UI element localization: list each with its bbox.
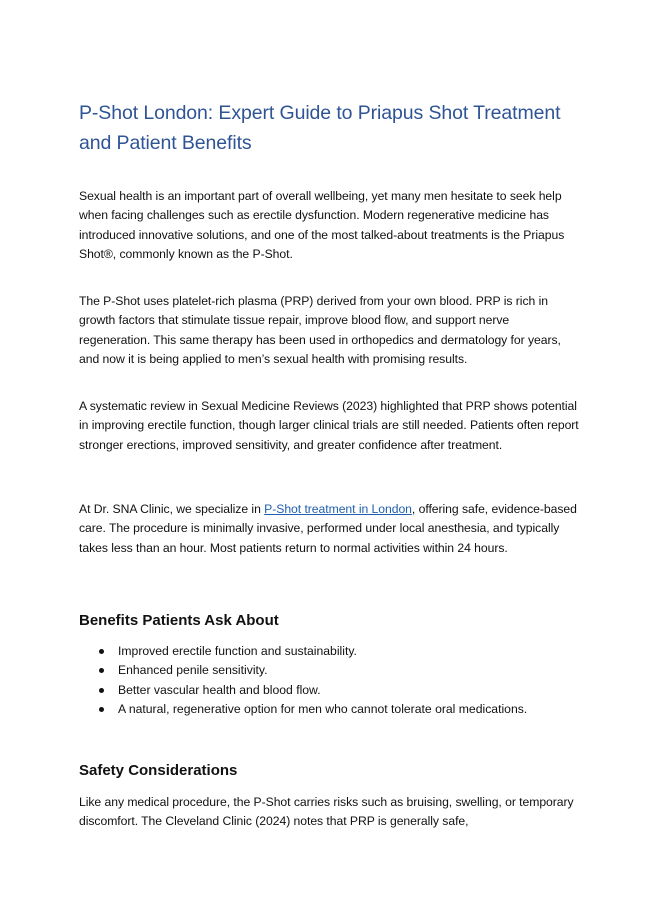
benefit-text: Improved erectile function and sustainability. — [118, 644, 357, 658]
benefit-text: A natural, regenerative option for men who cannot tolerate oral medications. — [118, 702, 528, 717]
benefits-heading: Benefits Patients Ask About — [79, 612, 279, 629]
clinic-text-after-link: , offering safe, evidence-based care. The procedure is minimally invasive, performed under local anesthesia, and typically takes less than an hour. Most patients return to normal activities within 24 hours. — [79, 502, 577, 555]
safety-heading: Safety Considerations — [79, 762, 238, 779]
intro-paragraph: Sexual health is an important part of overall wellbeing, yet many men hesitate to seek help when facing challenges such as erectile dysfunction. Modern regenerative medicine has introduced innovative solutions, and one of the most talked-about treatments is the Priapus Shot®, commonly known as the P-Shot. — [79, 189, 565, 262]
benefits-list — [79, 642, 579, 720]
review-paragraph: A systematic review in Sexual Medicine Reviews (2023) highlighted that PRP shows potential in improving erectile function, though larger clinical trials are still needed. Patients often report stronger erections, improved sensitivity, and greater confidence after treatment. — [79, 399, 579, 452]
bullet-icon — [99, 688, 104, 693]
bullet-icon — [99, 707, 104, 712]
bullet-icon — [99, 649, 104, 654]
title-line-2: and Patient Benefits — [79, 132, 252, 154]
benefit-item — [79, 700, 579, 719]
benefit-item — [79, 681, 579, 700]
p-shot-treatment-link[interactable]: P-Shot treatment in London — [264, 502, 412, 516]
safety-paragraph: Like any medical procedure, the P-Shot carries risks such as bruising, swelling, or temporary discomfort. The Cleveland Clinic (2024) notes that PRP is generally safe, — [79, 795, 574, 829]
title-line-1: P-Shot London: Expert Guide to Priapus Shot Treatment — [79, 102, 561, 124]
benefit-text: Enhanced penile sensitivity. — [118, 663, 268, 678]
benefit-item — [79, 642, 579, 661]
benefit-text: Better vascular health and blood flow. — [118, 682, 321, 697]
clinic-text-before-link: At Dr. SNA Clinic, we specialize in — [79, 502, 265, 516]
document-title — [79, 98, 589, 158]
benefit-item — [79, 661, 579, 680]
bullet-icon — [99, 668, 104, 673]
prp-paragraph: The P-Shot uses platelet-rich plasma (PRP) derived from your own blood. PRP is rich in growth factors that stimulate tissue repair, improve blood flow, and support nerve regeneration. This same therapy has been used in orthopedics and dermatology for years, and now it is being applied to men’s sexual health with promising results. — [79, 294, 561, 367]
clinic-paragraph — [79, 500, 579, 558]
